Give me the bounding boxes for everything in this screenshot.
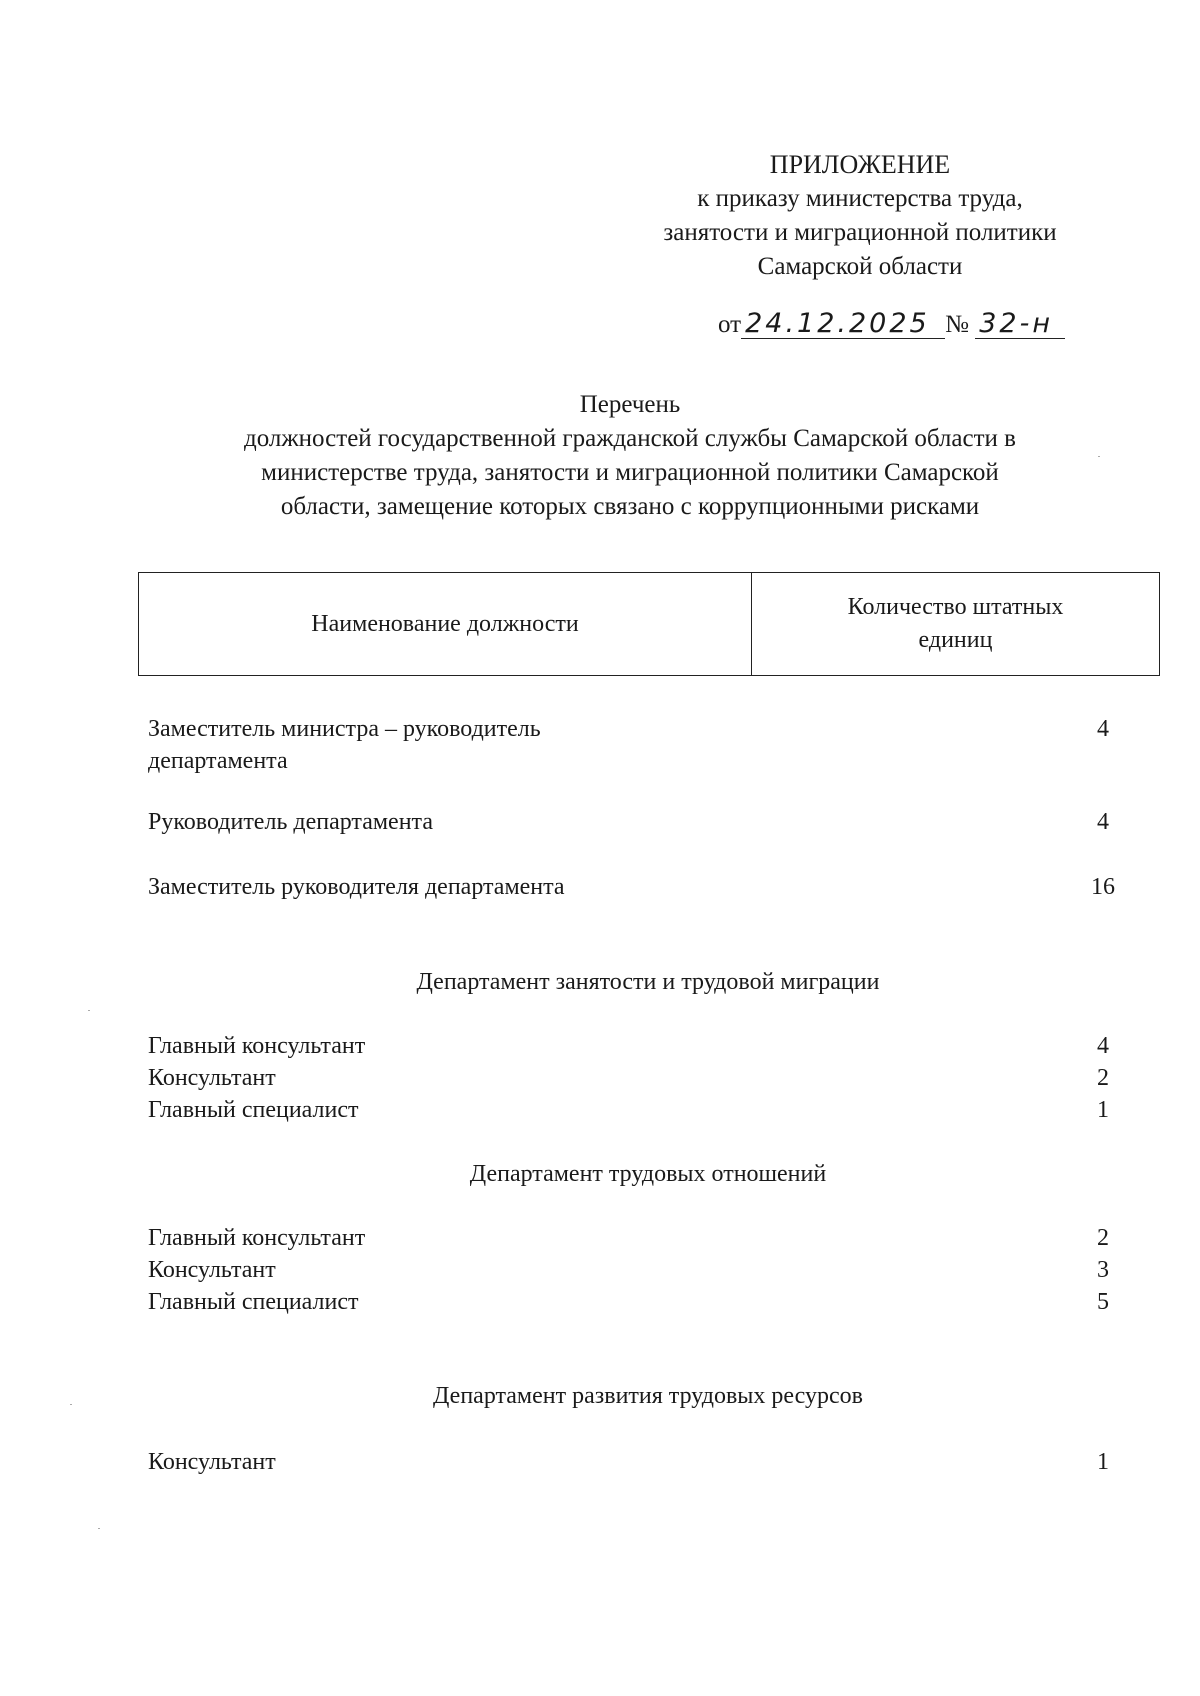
position-name: Главный консультант [148, 1033, 366, 1059]
position-name: Руководитель департамента [148, 809, 433, 835]
handwritten-date: 24.12.2025 [741, 310, 945, 339]
position-count: 4 [1097, 809, 1109, 835]
scan-speck [98, 1528, 100, 1529]
position-count: 1 [1097, 1097, 1109, 1123]
position-count: 3 [1097, 1257, 1109, 1283]
scan-speck [88, 1010, 90, 1011]
date-prefix: от [718, 311, 742, 338]
column-header-count [752, 573, 1159, 675]
position-name: Главный консультант [148, 1225, 366, 1251]
column-header-position-label: Наименование должности [311, 610, 579, 637]
position-count: 16 [1091, 874, 1115, 900]
column-header-count-line: единиц [918, 627, 993, 653]
appendix-title: ПРИЛОЖЕНИЕ [769, 150, 951, 179]
column-header-position [139, 573, 752, 675]
position-count: 4 [1097, 1033, 1109, 1059]
heading-line: должностей государственной гражданской службы Самарской области в [244, 425, 1016, 452]
position-name: Главный специалист [148, 1097, 359, 1123]
position-name: Главный специалист [148, 1289, 359, 1315]
handwritten-number: 32-н [975, 310, 1065, 339]
table-header [138, 572, 1160, 676]
position-line: департамента [148, 748, 288, 774]
position-count: 2 [1097, 1065, 1109, 1091]
document-heading [130, 388, 1130, 524]
position-count: 5 [1097, 1289, 1109, 1315]
scan-speck [70, 1404, 72, 1405]
position-count: 4 [1097, 716, 1109, 742]
column-header-count-line: Количество штатных [847, 594, 1064, 620]
appendix-block [600, 148, 1120, 284]
position-count: 2 [1097, 1225, 1109, 1251]
heading-title: Перечень [579, 391, 681, 418]
position-name: Консультант [148, 1257, 276, 1283]
appendix-line: к приказу министерства труда, [697, 185, 1023, 212]
position-name: Заместитель руководителя департамента [148, 874, 565, 900]
position-name: Консультант [148, 1449, 276, 1475]
department-heading: Департамент трудовых отношений [469, 1161, 827, 1187]
heading-line: министерстве труда, занятости и миграционной политики Самарской [261, 459, 999, 486]
department-heading: Департамент занятости и трудовой миграции [416, 969, 880, 995]
position-count: 1 [1097, 1449, 1109, 1475]
scan-speck [1098, 456, 1100, 457]
appendix-line: занятости и миграционной политики [663, 219, 1057, 246]
appendix-line: Самарской области [757, 253, 963, 280]
order-date-line [718, 308, 1065, 342]
position-line: Заместитель министра – руководитель [148, 716, 541, 742]
position-name [148, 713, 668, 777]
department-heading: Департамент развития трудовых ресурсов [433, 1383, 863, 1409]
heading-line: области, замещение которых связано с коррупционными рисками [280, 493, 980, 520]
number-sign: № [945, 311, 969, 338]
position-name: Консультант [148, 1065, 276, 1091]
